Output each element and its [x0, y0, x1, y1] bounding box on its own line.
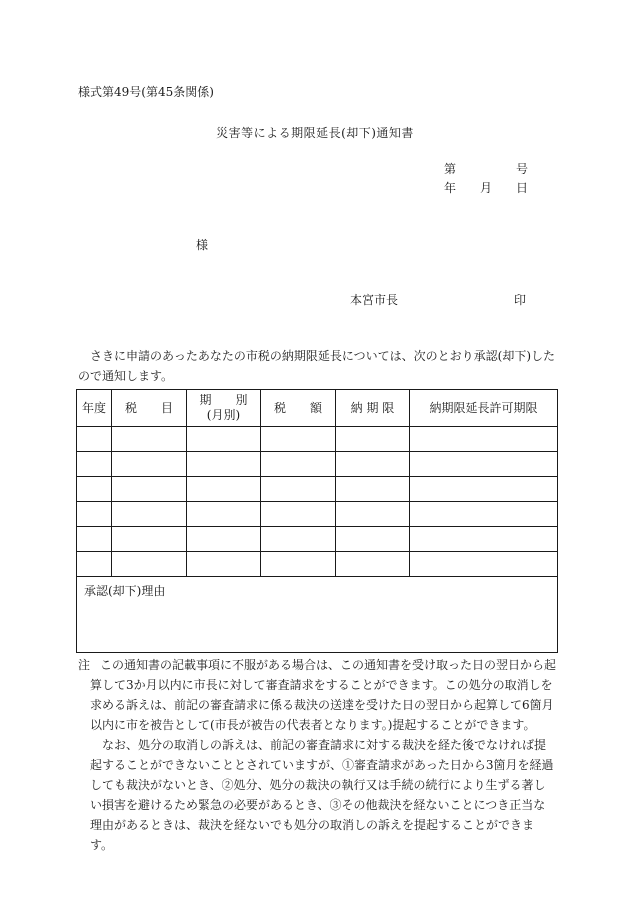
header-kibetsu-line1: 期 別 [199, 393, 248, 407]
date-day: 日 [515, 181, 528, 195]
body-text-content: さきに申請のあったあなたの市税の納期限延長については、次のとおり承認(却下)したので通知します。 [78, 349, 556, 383]
table-cell[interactable] [336, 427, 410, 452]
table-cell[interactable] [77, 502, 112, 527]
table-cell[interactable] [410, 502, 558, 527]
table-cell[interactable] [187, 477, 261, 502]
table-cell[interactable] [77, 527, 112, 552]
date-month: 月 [479, 181, 492, 195]
date-line [444, 179, 528, 196]
reason-cell[interactable] [77, 577, 558, 653]
table-cell[interactable] [336, 477, 410, 502]
table-cell[interactable] [261, 477, 336, 502]
header-zeigaku: 税 額 [261, 390, 336, 427]
header-kibetsu-line2: (月別) [206, 408, 241, 422]
table-cell[interactable] [261, 552, 336, 577]
reason-row [77, 577, 558, 653]
table-cell[interactable] [112, 502, 187, 527]
table-cell[interactable] [77, 552, 112, 577]
table-cell[interactable] [112, 527, 187, 552]
table-cell[interactable] [261, 452, 336, 477]
addressee-suffix: 様 [196, 238, 209, 252]
table-cell[interactable] [187, 527, 261, 552]
seal-mark: 印 [514, 293, 527, 307]
table-cell[interactable] [261, 527, 336, 552]
table-cell[interactable] [261, 427, 336, 452]
notes-paragraph-1 [78, 655, 556, 735]
table-row [77, 427, 558, 452]
table-cell[interactable] [112, 552, 187, 577]
notes-paragraph-2: なお、処分の取消しの訴えは、前記の審査請求に対する裁決を経た後でなければ提起することができないこととされていますが、①審査請求があった日から3箇月を経過しても裁決がないとき、②処分、処分の裁決の執行又は手続の続行により生ずる著しい損害を避けるため緊急の必要があるとき、③その他裁決を経ないことにつき正当な理由があるときは、裁決を経ないでも処分の取消しの訴えを提起することができます。 [90, 738, 554, 852]
table-cell[interactable] [336, 502, 410, 527]
table-cell[interactable] [77, 427, 112, 452]
body-text [78, 346, 558, 386]
table-header-row [77, 390, 558, 427]
table-cell[interactable] [410, 552, 558, 577]
extension-table [76, 389, 558, 653]
reason-label: 承認(却下)理由 [84, 584, 166, 598]
table-cell[interactable] [410, 477, 558, 502]
header-kibetsu [187, 390, 261, 427]
table-cell[interactable] [187, 502, 261, 527]
table-cell[interactable] [187, 552, 261, 577]
table-cell[interactable] [112, 452, 187, 477]
issuer-name: 本宮市長 [350, 293, 399, 307]
table-cell[interactable] [336, 452, 410, 477]
table-row [77, 552, 558, 577]
header-zeimoku: 税 目 [112, 390, 187, 427]
table-cell[interactable] [112, 427, 187, 452]
header-nendo: 年度 [77, 390, 112, 427]
table-cell[interactable] [410, 452, 558, 477]
notes-paragraph-1-text: この通知書の記載事項に不服がある場合は、この通知書を受け取った日の翌日から起算して3か月以内に市長に対して審査請求をすることができます。この処分の取消しを求める訴えは、前記の審査請求に係る裁決の送達を受けた日の翌日から起算して6箇月以内に市を被告として(市長が被告の代表者となります。)提起することができます。 [90, 658, 557, 732]
table-cell[interactable] [187, 427, 261, 452]
notes-label: 注 [78, 658, 91, 672]
table-row [77, 502, 558, 527]
table-cell[interactable] [187, 452, 261, 477]
table-cell[interactable] [336, 552, 410, 577]
doc-number-prefix: 第 [444, 162, 457, 176]
table-cell[interactable] [261, 502, 336, 527]
table-cell[interactable] [112, 477, 187, 502]
header-kyoka: 納期限延長許可期限 [410, 390, 558, 427]
document-number-line [444, 160, 528, 177]
table-row [77, 527, 558, 552]
header-nouki: 納 期 限 [336, 390, 410, 427]
table-cell[interactable] [410, 527, 558, 552]
table-cell[interactable] [410, 427, 558, 452]
date-year: 年 [444, 181, 457, 195]
form-number: 様式第49号(第45条関係) [78, 85, 214, 99]
table-row [77, 477, 558, 502]
table-cell[interactable] [77, 452, 112, 477]
table-cell[interactable] [336, 527, 410, 552]
table-row [77, 452, 558, 477]
notes-section [78, 655, 556, 855]
document-title: 災害等による期限延長(却下)通知書 [216, 126, 414, 140]
doc-number-suffix: 号 [515, 162, 528, 176]
table-cell[interactable] [77, 477, 112, 502]
